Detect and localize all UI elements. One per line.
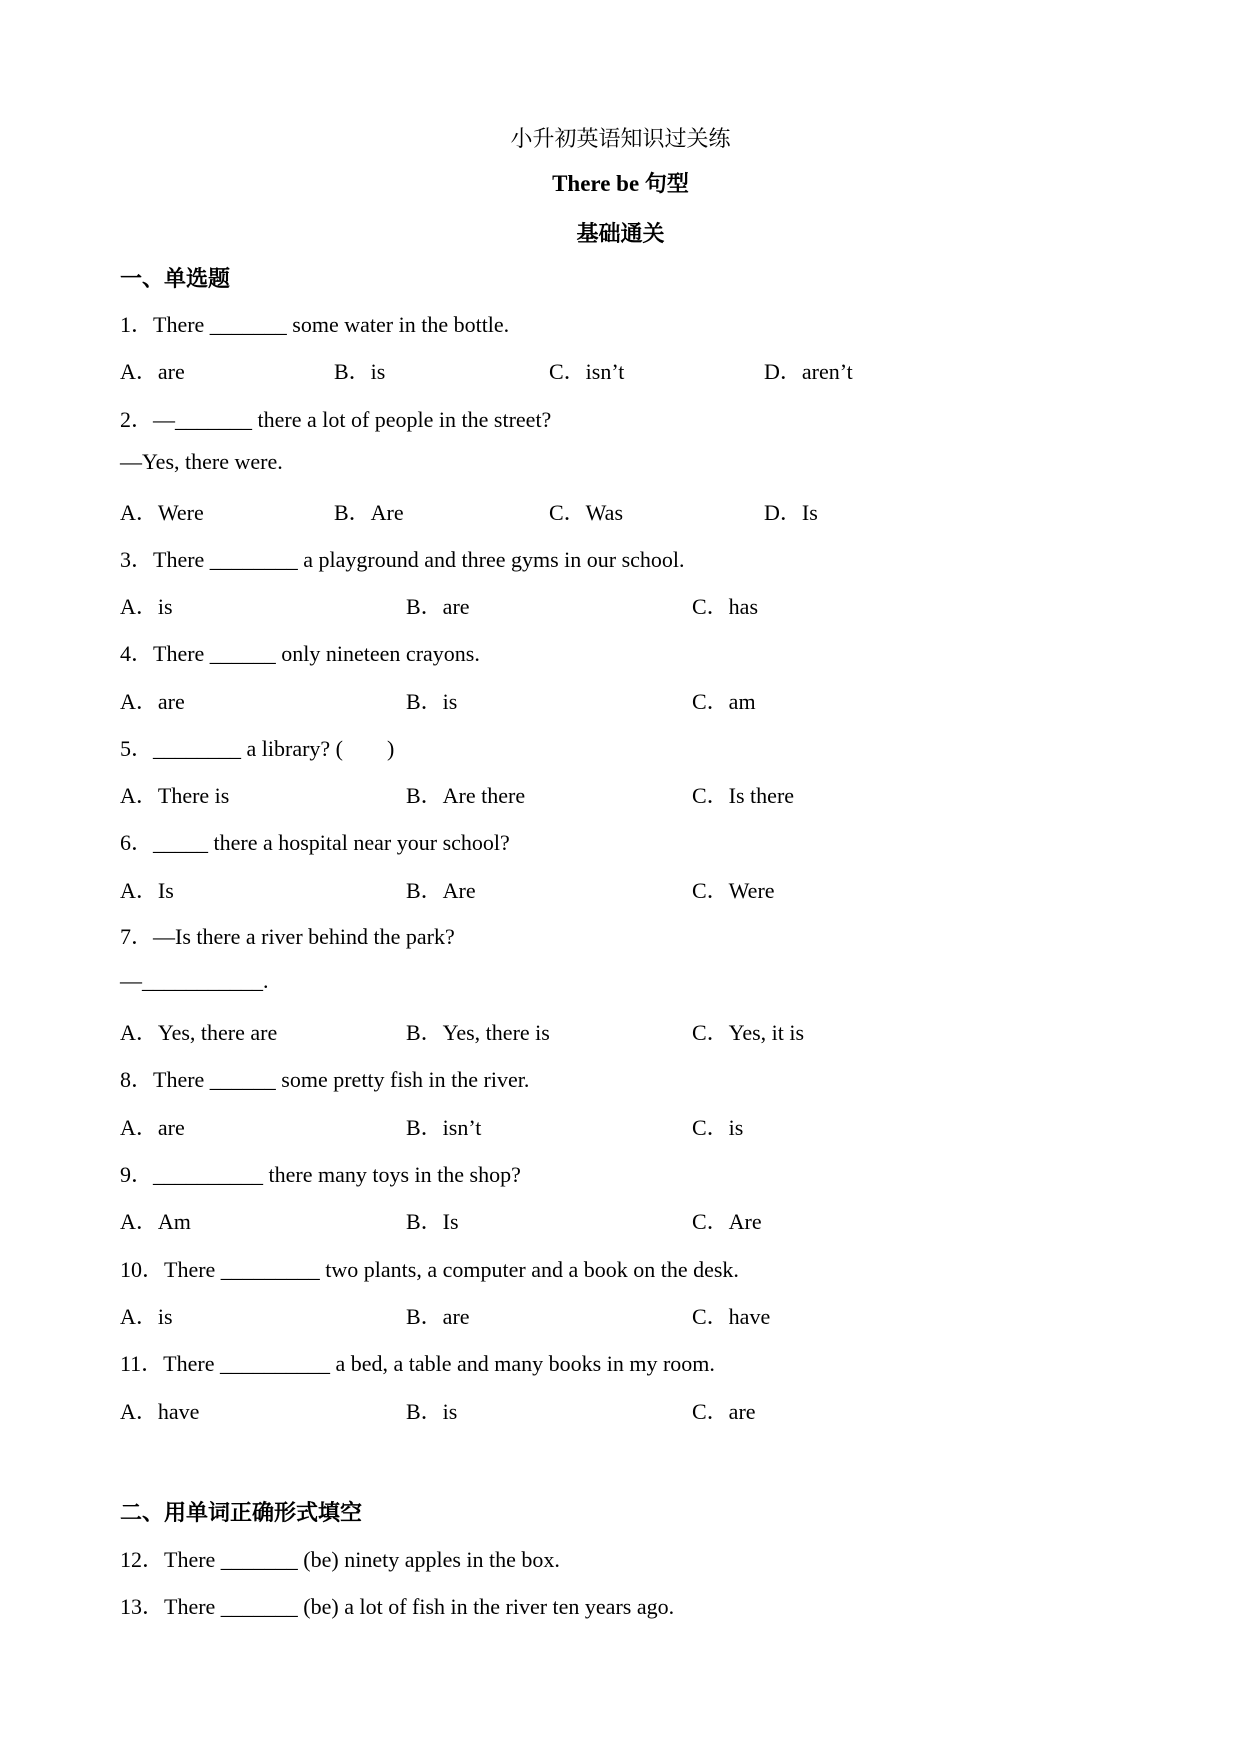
question-stem-1: 1．There _______ some water in the bottle. — [120, 312, 510, 337]
option-7-c: C．Yes, it is — [692, 1020, 805, 1045]
option-3-b: B．are — [406, 594, 470, 619]
option-8-a: A．are — [120, 1115, 185, 1140]
option-4-c: C．am — [692, 689, 756, 714]
option-10-b: B．are — [406, 1304, 470, 1329]
subtitle-chinese: 句型 — [644, 172, 689, 197]
question-stem-4: 4．There ______ only nineteen crayons. — [120, 641, 480, 666]
option-4-b: B．is — [406, 689, 458, 714]
question-stem-5: 5．________ a library? ( ) — [120, 736, 395, 761]
question-stem-3: 3．There ________ a playground and three gyms in our school. — [120, 547, 685, 572]
option-5-b: B．Are there — [406, 783, 526, 808]
option-11-b: B．is — [406, 1399, 458, 1424]
option-3-c: C．has — [692, 594, 759, 619]
worksheet-title: 小升初英语知识过关练 — [510, 127, 731, 152]
question-stem-9: 9．__________ there many toys in the shop? — [120, 1162, 521, 1187]
worksheet-level: 基础通关 — [576, 222, 665, 247]
section-heading-fill-in: 二、用单词正确形式填空 — [120, 1501, 363, 1526]
option-2-c: C．Was — [549, 500, 624, 525]
question-stem-11: 11．There __________ a bed, a table and many books in my room. — [120, 1351, 715, 1376]
question-reply-2: —Yes, there were. — [120, 449, 283, 474]
option-1-a: A．are — [120, 359, 185, 384]
question-stem-6: 6．_____ there a hospital near your school? — [120, 830, 510, 855]
option-10-a: A．is — [120, 1304, 173, 1329]
option-7-a: A．Yes, there are — [120, 1020, 278, 1045]
option-4-a: A．are — [120, 689, 185, 714]
subtitle-english: There be — [552, 171, 645, 196]
option-11-c: C．are — [692, 1399, 756, 1424]
option-1-d: D．aren’t — [764, 359, 853, 384]
option-2-a: A．Were — [120, 500, 204, 525]
option-6-c: C．Were — [692, 878, 775, 903]
question-reply-7: —___________. — [120, 968, 269, 993]
question-stem-7: 7．—Is there a river behind the park? — [120, 924, 455, 949]
question-stem-8: 8．There ______ some pretty fish in the river. — [120, 1067, 530, 1092]
option-1-b: B．is — [334, 359, 386, 384]
option-2-d: D．Is — [764, 500, 818, 525]
section-heading-single-choice: 一、单选题 — [120, 267, 231, 292]
option-9-a: A．Am — [120, 1209, 191, 1234]
option-10-c: C．have — [692, 1304, 771, 1329]
fill-in-question-12: 12．There _______ (be) ninety apples in the box. — [120, 1547, 560, 1572]
option-5-a: A．There is — [120, 783, 230, 808]
question-stem-10: 10．There _________ two plants, a computer and a book on the desk. — [120, 1257, 739, 1282]
option-9-c: C．Are — [692, 1209, 762, 1234]
option-8-b: B．isn’t — [406, 1115, 482, 1140]
option-5-c: C．Is there — [692, 783, 795, 808]
option-2-b: B．Are — [334, 500, 404, 525]
worksheet-subtitle — [0, 167, 1241, 198]
fill-in-question-13: 13．There _______ (be) a lot of fish in the river ten years ago. — [120, 1594, 675, 1619]
option-1-c: C．isn’t — [549, 359, 625, 384]
option-8-c: C．is — [692, 1115, 744, 1140]
question-stem-2: 2．—_______ there a lot of people in the street? — [120, 407, 552, 432]
option-3-a: A．is — [120, 594, 173, 619]
option-6-b: B．Are — [406, 878, 476, 903]
option-7-b: B．Yes, there is — [406, 1020, 550, 1045]
option-6-a: A．Is — [120, 878, 174, 903]
option-9-b: B．Is — [406, 1209, 459, 1234]
option-11-a: A．have — [120, 1399, 200, 1424]
